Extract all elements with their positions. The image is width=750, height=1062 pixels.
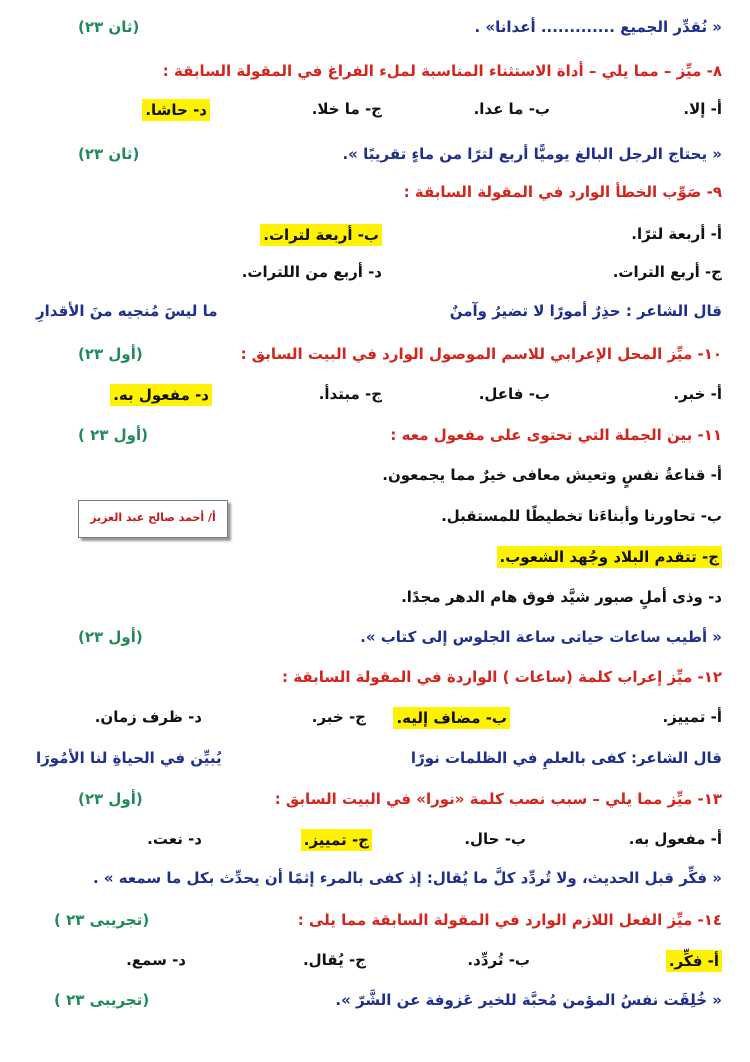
option-b[interactable]: ب- تحاورنا وأبناءَنا تخطيطًا للمستقبل. <box>441 507 722 525</box>
option-b[interactable]: ب- ما عدا. <box>473 100 550 118</box>
question-text: ١٠- ميِّز المحل الإعرابي للاسم الموصول الوارد في البيت السابق : <box>240 345 722 363</box>
exam-tag: (أول ٢٣) <box>78 790 143 808</box>
option-b-answer[interactable]: ب- أربعة لترات. <box>260 224 382 246</box>
poem-second-hemistich: يُبيِّن في الحياةِ لنا الأمُورَا <box>36 749 222 767</box>
quote-text: « نُقدِّر الجميع ............. أعدانا» . <box>474 18 722 36</box>
option-b-answer[interactable]: ب- مضاف إليه. <box>393 707 510 729</box>
option-c[interactable]: ج- خبر. <box>311 708 366 726</box>
option-c[interactable]: ج- مبتدأ. <box>318 385 382 403</box>
quote-text: « خُلِقَت نفسُ المؤمن مُحبَّة للخير عَزوفة عن الشَّرّ ». <box>335 991 722 1009</box>
poem-first-hemistich: قال الشاعر: كفى بالعلمِ في الظلمات نورًا <box>410 749 722 767</box>
option-a[interactable]: أ- مفعول به. <box>628 830 722 848</box>
stamp-text: أ/ أحمد صالح عبد العزيز <box>90 511 216 524</box>
option-a[interactable]: أ- إلا. <box>683 100 722 118</box>
option-c[interactable]: ج- أربع الترات. <box>612 263 722 281</box>
option-b[interactable]: ب- تُردِّد. <box>467 951 530 969</box>
quote-text: « فكِّر قبل الحديث، ولا تُردِّد كلَّ ما يُقال: إذ كفى بالمرء إثمًا أن يحدِّث بكل ما سمعه » . <box>92 869 722 887</box>
exam-tag: (تجريبى ٢٣ ) <box>54 911 150 929</box>
option-b[interactable]: ب- فاعل. <box>478 385 550 403</box>
question-text: ١١- بين الجملة التي تحتوى على مفعول معه : <box>390 426 722 444</box>
option-d[interactable]: د- ظرف زمان. <box>94 708 202 726</box>
question-text: ١٤- ميِّز الفعل اللازم الوارد في المقولة السابقة مما يلى : <box>297 911 722 929</box>
option-a[interactable]: أ- قناعةُ نفسٍ وتعيش معافى خيرٌ مما يجمعون. <box>382 466 722 484</box>
poem-first-hemistich: قال الشاعر : حذِرٌ أمورًا لا تضيرُ وآمنٌ <box>449 302 722 320</box>
option-a[interactable]: أ- تمييز. <box>662 708 722 726</box>
option-d[interactable]: د- أربع من اللترات. <box>241 263 382 281</box>
option-d[interactable]: د- سمع. <box>126 951 186 969</box>
poem-second-hemistich: ما ليسَ مُنجيه منَ الأقدارِ <box>36 302 218 320</box>
option-c-answer[interactable]: ج- تتقدم البلاد وجُهد الشعوب. <box>497 546 723 568</box>
exam-tag: (أول ٢٣) <box>78 345 143 363</box>
option-c-answer[interactable]: ج- تمييز. <box>301 829 372 851</box>
exam-tag: (أول ٢٣) <box>78 628 143 646</box>
option-d[interactable]: د- وذى أملٍ صبور شيَّد فوق هام الدهر مجدًا. <box>401 588 722 606</box>
quote-text: « يحتاج الرجل البالغ يوميًّا أربع لترًا من ماءٍ تقريبًا ». <box>342 145 722 163</box>
question-text: ٩- صَوِّب الخطأ الوارد في المقولة السابقة : <box>403 183 722 201</box>
quote-text: « أطيب ساعات حياتى ساعة الجلوس إلى كتاب ». <box>360 628 722 646</box>
option-d-answer[interactable]: د- مفعول به. <box>110 384 212 406</box>
exam-tag: (تجريبى ٢٣ ) <box>54 991 150 1009</box>
option-d[interactable]: د- نعت. <box>147 830 202 848</box>
question-text: ٨- ميِّز – مما يلي – أداة الاستثناء المناسبة لملء الفراغ في المقولة السابقة : <box>162 62 722 80</box>
option-a[interactable]: أ- أربعة لترًا. <box>631 225 722 243</box>
option-c[interactable]: ج- يُقال. <box>302 951 366 969</box>
teacher-name-stamp <box>78 500 228 538</box>
option-b[interactable]: ب- حال. <box>464 830 526 848</box>
exam-tag: (ثان ٢٣) <box>78 145 140 163</box>
option-a-answer[interactable]: أ- فكِّر. <box>666 950 722 972</box>
exam-tag: (ثان ٢٣) <box>78 18 140 36</box>
exam-tag: (أول ٢٣ ) <box>78 426 148 444</box>
question-text: ١٣- ميِّز مما يلي – سبب نصب كلمة «نورا» في البيت السابق : <box>274 790 722 808</box>
question-text: ١٢- ميِّز إعراب كلمة (ساعات ) الواردة في المقولة السابقة : <box>282 668 722 686</box>
option-d-answer[interactable]: د- حاشا. <box>142 99 210 121</box>
option-a[interactable]: أ- خبر. <box>673 385 722 403</box>
option-c[interactable]: ج- ما خلا. <box>311 100 382 118</box>
